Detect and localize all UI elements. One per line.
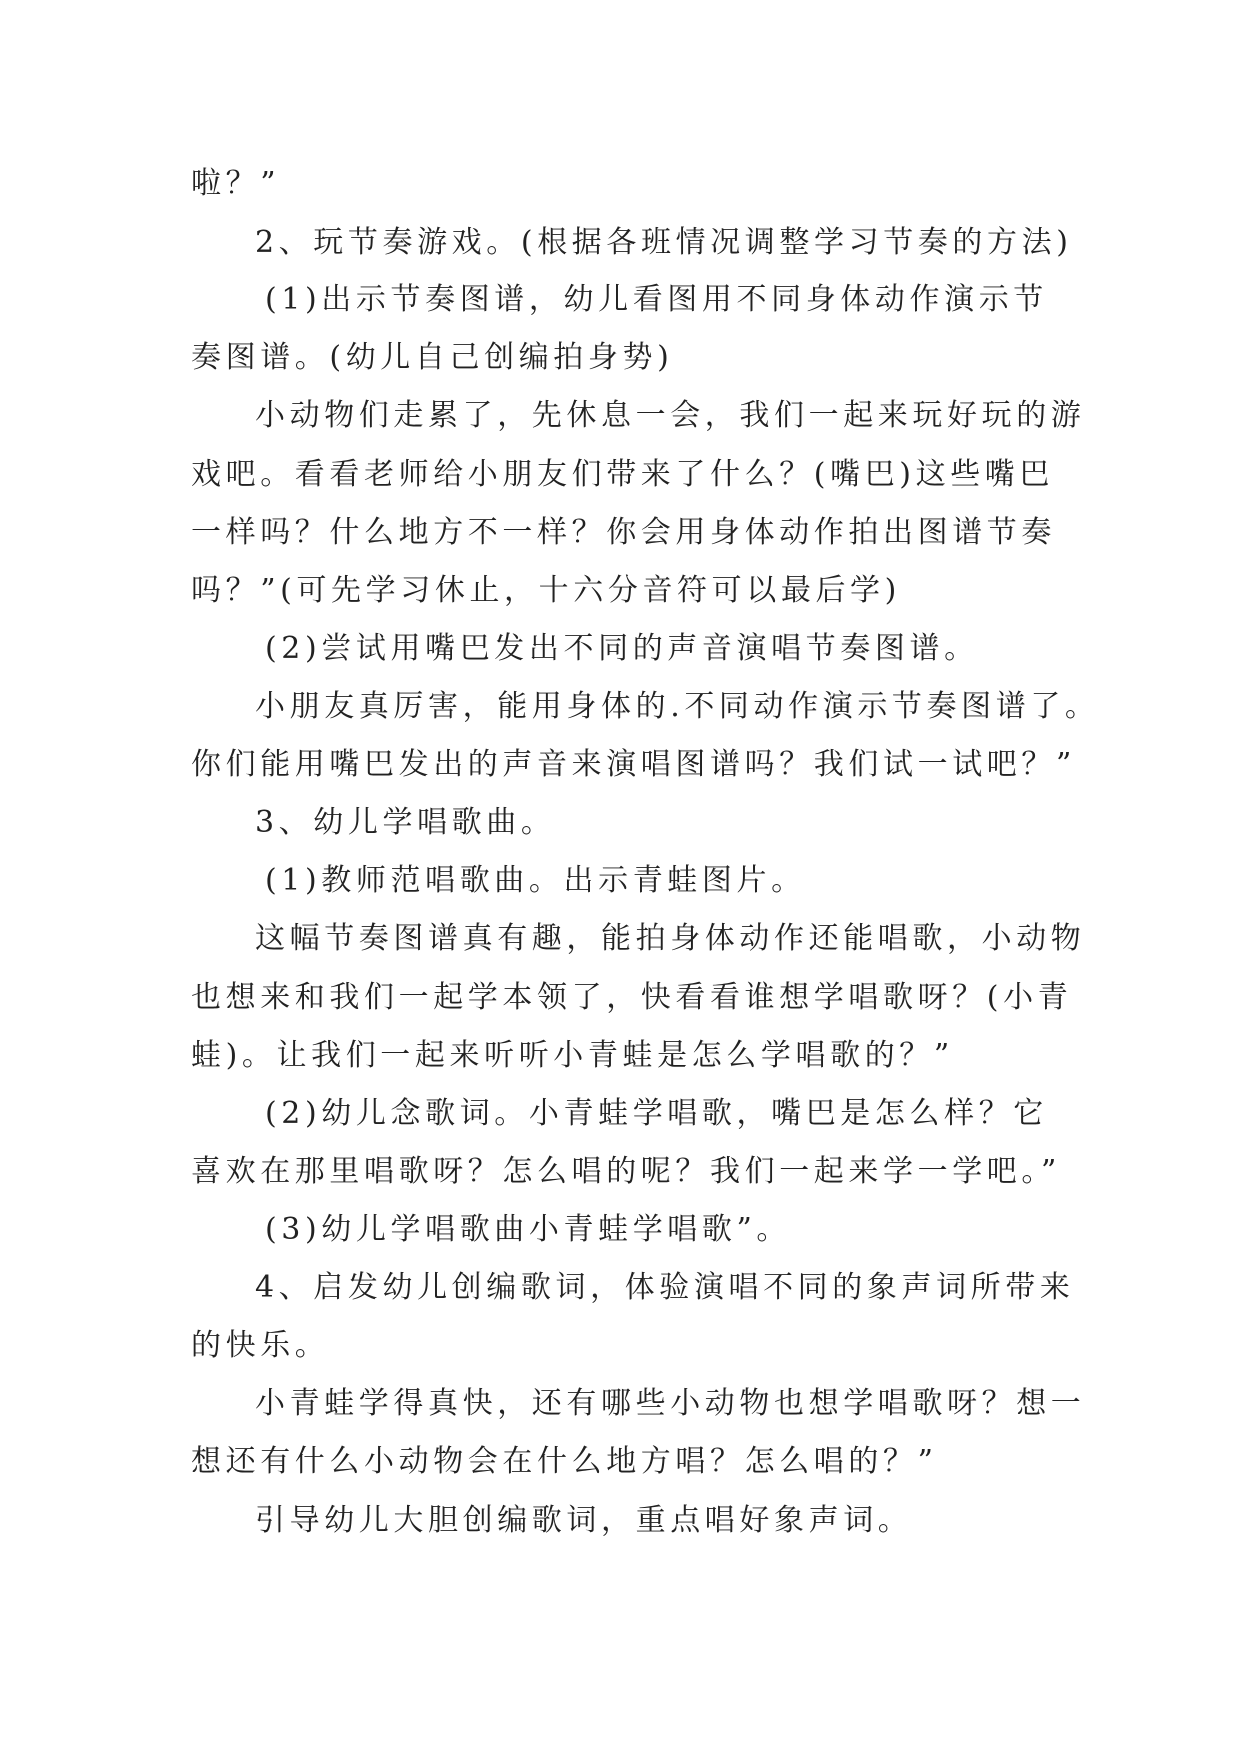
text-line: (2)尝试用嘴巴发出不同的声音演唱节奏图谱。: [265, 631, 979, 666]
section-heading: 3、幼儿学唱歌曲。: [255, 805, 556, 840]
text-line: 你们能用嘴巴发出的声音来演唱图谱吗？我们试一试吧？”: [191, 747, 1076, 782]
text-line: 吗？”(可先学习休止，十六分音符可以最后学): [191, 573, 901, 608]
text-line: (1)教师范唱歌曲。出示青蛙图片。: [265, 863, 806, 898]
text-line: (3)幼儿学唱歌曲小青蛙学唱歌”。: [265, 1212, 792, 1247]
section-heading: 2、玩节奏游戏。(根据各班情况调整学习节奏的方法): [255, 225, 1073, 260]
text-line: 想还有什么小动物会在什么地方唱？怎么唱的？”: [191, 1444, 938, 1479]
text-line: 这幅节奏图谱真有趣，能拍身体动作还能唱歌，小动物: [255, 921, 1086, 956]
text-line: 也想来和我们一起学本领了，快看看谁想学唱歌呀？(小青: [191, 980, 1073, 1015]
text-line: 小动物们走累了，先休息一会，我们一起来玩好玩的游: [255, 398, 1086, 433]
text-line: 喜欢在那里唱歌呀？怎么唱的呢？我们一起来学一学吧。”: [191, 1154, 1061, 1189]
text-line: 戏吧。看看老师给小朋友们带来了什么？(嘴巴)这些嘴巴: [191, 457, 1055, 492]
text-line: (1)出示节奏图谱，幼儿看图用不同身体动作演示节: [265, 282, 1048, 317]
section-heading: 4、启发幼儿创编歌词，体验演唱不同的象声词所带来: [255, 1270, 1075, 1305]
text-line: 引导幼儿大胆创编歌词，重点唱好象声词。: [255, 1503, 913, 1538]
text-line: 蛙)。让我们一起来听听小青蛙是怎么学唱歌的？”: [191, 1038, 954, 1073]
text-line: 啦？”: [191, 166, 281, 201]
text-line: 小朋友真厉害，能用身体的.不同动作演示节奏图谱了。: [255, 689, 1100, 724]
text-line: 的快乐。: [191, 1328, 330, 1363]
text-line: (2)幼儿念歌词。小青蛙学唱歌，嘴巴是怎么样？它: [265, 1096, 1048, 1131]
text-line: 小青蛙学得真快，还有哪些小动物也想学唱歌呀？想一: [255, 1386, 1086, 1421]
text-line: 奏图谱。(幼儿自己创编拍身势): [191, 340, 674, 375]
text-line: 一样吗？什么地方不一样？你会用身体动作拍出图谱节奏: [191, 515, 1056, 550]
